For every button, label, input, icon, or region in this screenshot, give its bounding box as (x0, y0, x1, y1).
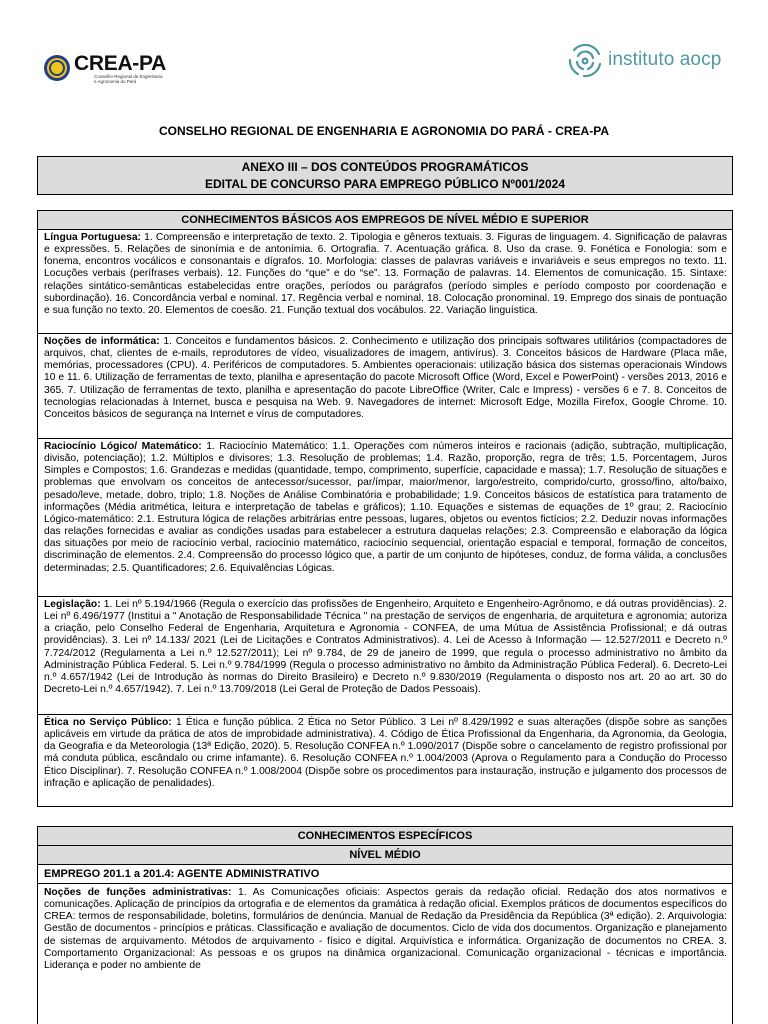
annex-title: ANEXO III – DOS CONTEÚDOS PROGRAMÁTICOS (241, 160, 529, 174)
crea-logo-subtitle: Conselho Regional de Engenharia e Agronomia do Pará (94, 74, 163, 84)
crea-emblem-icon (44, 55, 70, 81)
subject-public-ethics (38, 715, 732, 806)
subject-title: Noções de informática: (44, 336, 160, 347)
subject-title: Legislação: (44, 599, 101, 610)
edital-title: EDITAL DE CONCURSO PARA EMPREGO PÚBLICO Nº001/2024 (204, 177, 565, 191)
specific-knowledge-heading: CONHECIMENTOS ESPECÍFICOS (38, 827, 732, 846)
subject-content: 1 Ética e função pública. 2 Ética no Setor Público. 3 Lei nº 8.429/1992 e suas alterações (dispõe sobre as sanções aplicáveis em virtude da prática de atos de improbidade administrativa). 4. Código de Ética Profissional da Engenharia, da Agronomia, da Geologia, da Geografia e da Meteorologia (13ª Edição, 2020). 5. Resolução CONFEA n.º 1.090/2017 (Dispõe sobre o cancelamento de registro profissional por má conduta pública, escândalo ou crime infamante). 6. Resolução CONFEA n.º 1.004/2003 (Aprova o Regulamento para a Condução do Processo Ético Disciplinar). 7. Resolução CONFEA n.º 1.008/2004 (Dispõe sobre os procedimentos para instauração, instrução e julgamento dos processos de infração e aplicação de penalidades). (44, 717, 728, 789)
subject-content: 1. Raciocínio Matemático: 1.1. Operações com números inteiros e racionais (adição, subtração, multiplicação, divisão, potenciação); 1.2. Múltiplos e divisores; 1.3. Resolução de problemas; 1.4. Razão, proporção, regra de três; 1.5. Porcentagem, Juros Simples e Compostos; 1.6. Grandezas e medidas (quantidade, tempo, comprimento, superfície, capacidade e massa); 1.7. Resolução de situações e problemas que envolvam os conceitos de antecessor/sucessor, par/ímpar, maior/menor, largo/estreito, comprido/curto, grosso/fino, alto/baixo, pesado/leve, metade, dobro, triplo; 1.8. Noções de Análise Combinatória e probabilidade; 1.9. Conceitos básicos de estatística para tratamento de informações (Média aritmética, leitura e interpretação de tabelas e gráficos); 1.10. Equações e sistemas de equações de 1º grau; 2. Raciocínio Lógico-matemático: 2.1. Estrutura lógica de relações arbitrárias entre pessoas, lugares, objetos ou eventos fictícios; 2.2. Deduzir novas informações das relações fornecidas e avaliar as condições usadas para estabelecer a estrutura daquelas relações; 2.3. Compreensão e elaboração da lógica das situações por meio de raciocínio verbal, raciocínio matemático, raciocínio sequencial, orientação espacial e temporal, formação de conceitos, discriminação de elementos. 2.4. Compreensão do processo lógico que, a partir de um conjunto de hipóteses, conduz, de forma válida, a conclusões determinadas; 2.5. Quantificadores; 2.6. Equivalências Lógicas. (44, 441, 727, 574)
crea-pa-logo (44, 53, 166, 85)
subject-title: Língua Portuguesa: (44, 232, 141, 243)
level-heading: NÍVEL MÉDIO (38, 846, 732, 865)
subject-portuguese (38, 230, 732, 334)
subject-title: Raciocínio Lógico/ Matemático: (44, 441, 202, 452)
subject-content: 1. As Comunicações oficiais: Aspectos gerais da redação oficial. Redação dos atos normativos e comunicações. Aplicação de princípios da ortografia e de elementos da gramática à redação oficial. Exemplos práticos de documentos específicos do CREA: termos de responsabilidade, boletins, formulários de denúncia. Manual de Redação da Presidência da República (3ª edição). 2. Arquivologia: Gestão de documentos - princípios e práticas. Classificação e avaliação de documentos. Ciclo de vida dos documentos. Organização e planejamento de sistemas de arquivamento. Métodos de arquivamento - físico e digital. Arquivística e informática. Organização de documentos no CREA. 3. Comportamento Organizacional: As pessoas e os grupos na dinâmica organizacional. Comunicação organizacional - técnicas e importância. Liderança e poder no ambiente de (44, 887, 728, 971)
subject-legislation (38, 597, 732, 715)
job-title: EMPREGO 201.1 a 201.4: AGENTE ADMINISTRATIVO (38, 865, 732, 884)
council-title: CONSELHO REGIONAL DE ENGENHARIA E AGRONOMIA DO PARÁ - CREA-PA (158, 124, 610, 138)
subject-administrative-functions (38, 884, 732, 974)
subject-informatics (38, 334, 732, 439)
subject-content: 1. Compreensão e interpretação de texto. 2. Tipologia e gêneros textuais. 3. Figuras de linguagem. 4. Significação de palavras e expressões. 5. Relações de sinonímia e de antonímia. 6. Ortografia. 7. Acentuação gráfica. 8. Uso da crase. 9. Fonética e Fonologia: som e fonema, encontros vocálicos e consonantais e dígrafos. 10. Morfologia: classes de palavras variáveis e invariáveis e seus empregos no texto. 11. Locuções verbais (perífrases verbais). 12. Funções do “que” e do “se”. 13. Formação de palavras. 14. Elementos de comunicação. 15. Sintaxe: relações sintático-semânticas estabelecidas entre orações, períodos ou parágrafos (período simples e período composto por coordenação e subordinação). 16. Concordância verbal e nominal. 17. Regência verbal e nominal. 18. Colocação pronominal. 19. Emprego dos sinais de pontuação e sua função no texto. 20. Elementos de coesão. 21. Função textual dos vocábulos. 22. Variação linguística. (44, 232, 727, 316)
subject-content: 1. Conceitos e fundamentos básicos. 2. Conhecimento e utilização dos principais softwares utilitários (compactadores de arquivos, chat, clientes de e-mails, reprodutores de vídeo, visualizadores de imagem, antivírus). 3. Conceitos básicos de Hardware (Placa mãe, memórias, processadores (CPU). 4. Periféricos de computadores. 5. Ambientes operacionais: utilização básica dos sistemas operacionais Windows 10 e 11. 6. Utilização de ferramentas de texto, planilha e apresentação do pacote Microsoft Office (Word, Excel e PowerPoint) - versões 2013, 2016 e 365. 7. Utilização de ferramentas de texto, planilha e apresentação do pacote LibreOffice (Writer, Calc e Impress) - versões 6 e 7. 8. Conceitos de tecnologias relacionadas à Internet, busca e pesquisa na Web. 9. Navegadores de internet: Microsoft Edge, Mozilla Firefox, Google Chrome. 10. Conceitos básicos de segurança na Internet e vírus de computadores. (44, 336, 727, 420)
instituto-aocp-logo (566, 40, 721, 80)
aocp-logo-text: instituto aocp (608, 49, 722, 70)
subject-title: Noções de funções administrativas: (44, 887, 232, 898)
basic-knowledge-table (37, 210, 733, 807)
aocp-fingerprint-icon (566, 40, 604, 80)
basic-knowledge-heading: CONHECIMENTOS BÁSICOS AOS EMPREGOS DE NÍVEL MÉDIO E SUPERIOR (38, 211, 732, 230)
crea-logo-text: CREA-PA (74, 52, 167, 75)
annex-title-box (37, 156, 733, 195)
subject-content: 1. Lei nº 5.194/1966 (Regula o exercício das profissões de Engenheiro, Arquiteto e Engenheiro-Agrônomo, e dá outras providências). 2. Lei nº 6.496/1977 (Institui a " Anotação de Responsabilidade Técnica " na prestação de serviços de engenharia, de arquitetura e agronomia; autoriza a criação, pelo Conselho Federal de Engenharia, Arquitetura e Agronomia - CONFEA, de uma Mútua de Assistência Profissional; e dá outras providências). 3. Lei nº 14.133/ 2021 (Lei de Licitações e Contratos Administrativos). 4. Lei de Acesso à Informação — 12.527/2011 e Decreto n.º 7.724/2012 (Regulamenta a Lei n.º 12.527/2011); Lei nº 9.784, de 29 de janeiro de 1999, que regula o processo administrativo no âmbito da Administração Pública Federal. 5. Lei n.º 9.784/1999 (Regula o processo administrativo no âmbito da Administração Pública Federal). 6. Decreto-Lei n.º 4.657/1942 (Lei de Introdução às normas do Direito Brasileiro) e Decreto n.º 9.830/2019 (Regulamenta o disposto nos art. 20 ao art. 30 do Decreto-Lei n.º 4.657/1942). 7. Lei n.º 13.709/2018 (Lei Geral de Proteção de Dados Pessoais). (44, 599, 727, 696)
subject-title: Ética no Serviço Público: (44, 717, 172, 728)
subject-logical-reasoning (38, 439, 732, 597)
specific-knowledge-table (37, 826, 733, 1024)
